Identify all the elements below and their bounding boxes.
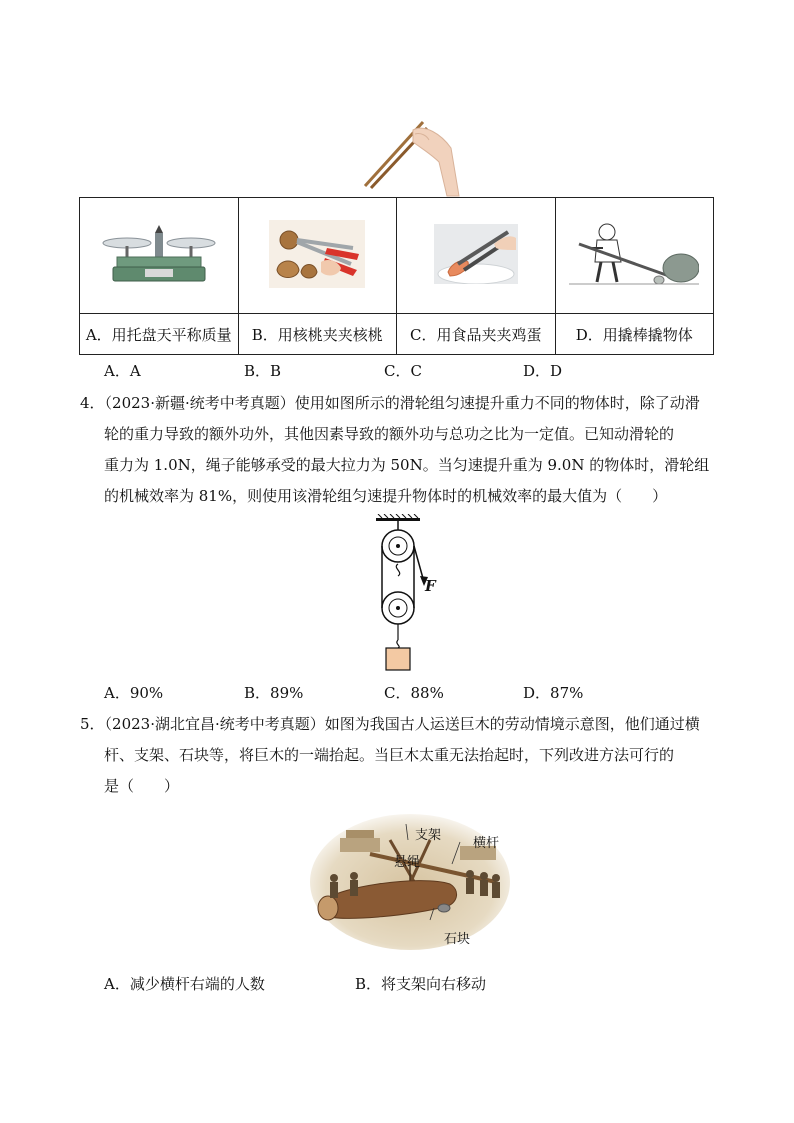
question-5-line-3: 是（ ） (104, 777, 180, 795)
question-4-text (80, 388, 720, 512)
question-4-line-4: 的机械效率为 81%，则使用该滑轮组匀速提升物体时的机械效率的最大值为（ ） (104, 487, 668, 505)
option-d-caption: D．用撬棒撬物体 (555, 314, 714, 355)
options-table (79, 197, 714, 355)
question-4-line-1: 使用如图所示的滑轮组匀速提升重力不同的物体时，除了动滑 (294, 394, 700, 412)
option-b-caption: B．用核桃夹夹核桃 (238, 314, 397, 355)
q4-answer-b: B．89% (244, 684, 304, 702)
balance-scale-image (99, 219, 219, 289)
q5-answer-b: B．将支架向右移动 (355, 975, 487, 993)
question-5-text (80, 709, 720, 802)
option-a-caption: A．用托盘天平称质量 (80, 314, 239, 355)
q4-answer-a: A．90% (104, 684, 164, 702)
option-d-image-cell (555, 198, 714, 314)
question-4-number: 4． (80, 394, 105, 412)
q3-answer-d: D．D (523, 362, 563, 380)
question-4-line-3: 重力为 1.0N，绳子能够承受的最大拉力为 50N。当匀速提升重为 9.0N 的物体时，滑轮组 (104, 456, 710, 474)
q4-answer-d: D．87% (523, 684, 584, 702)
label-support: 支架 (415, 828, 442, 843)
food-tongs-image (434, 224, 518, 284)
label-stone: 石块 (444, 932, 471, 947)
option-b-image-cell (238, 198, 397, 314)
question-5-line-1: 如图为我国古人运送巨木的劳动情境示意图，他们通过横 (324, 715, 700, 733)
q3-answer-c: C．C (384, 362, 422, 380)
chopsticks-hand-image (355, 118, 465, 198)
option-c-caption: C．用食品夹夹鸡蛋 (397, 314, 556, 355)
option-a-image-cell (80, 198, 239, 314)
question-5-line-2: 杆、支架、石块等，将巨木的一端抬起。当巨木太重无法抬起时，下列改进方法可行的 (104, 746, 675, 764)
pulley-system-figure (368, 514, 448, 674)
question-5-number: 5． (80, 715, 105, 733)
q3-answer-a: A．A (104, 362, 141, 380)
crowbar-lever-image (569, 218, 699, 290)
label-rope: 悬绳 (394, 855, 421, 870)
nutcracker-image (267, 218, 367, 290)
label-bar: 横杆 (473, 836, 500, 851)
question-4-line-2: 轮的重力导致的额外功外，其他因素导致的额外功与总功之比为一定值。已知动滑轮的 (104, 425, 675, 443)
question-5-source: （2023·湖北宜昌·统考中考真题） (104, 715, 325, 733)
option-c-image-cell (397, 198, 556, 314)
q5-answer-a: A．减少横杆右端的人数 (104, 975, 265, 993)
question-4-source: （2023·新疆·统考中考真题） (104, 394, 295, 412)
force-label-f: F (425, 577, 436, 595)
q3-answer-b: B．B (244, 362, 282, 380)
q4-answer-c: C．88% (384, 684, 444, 702)
